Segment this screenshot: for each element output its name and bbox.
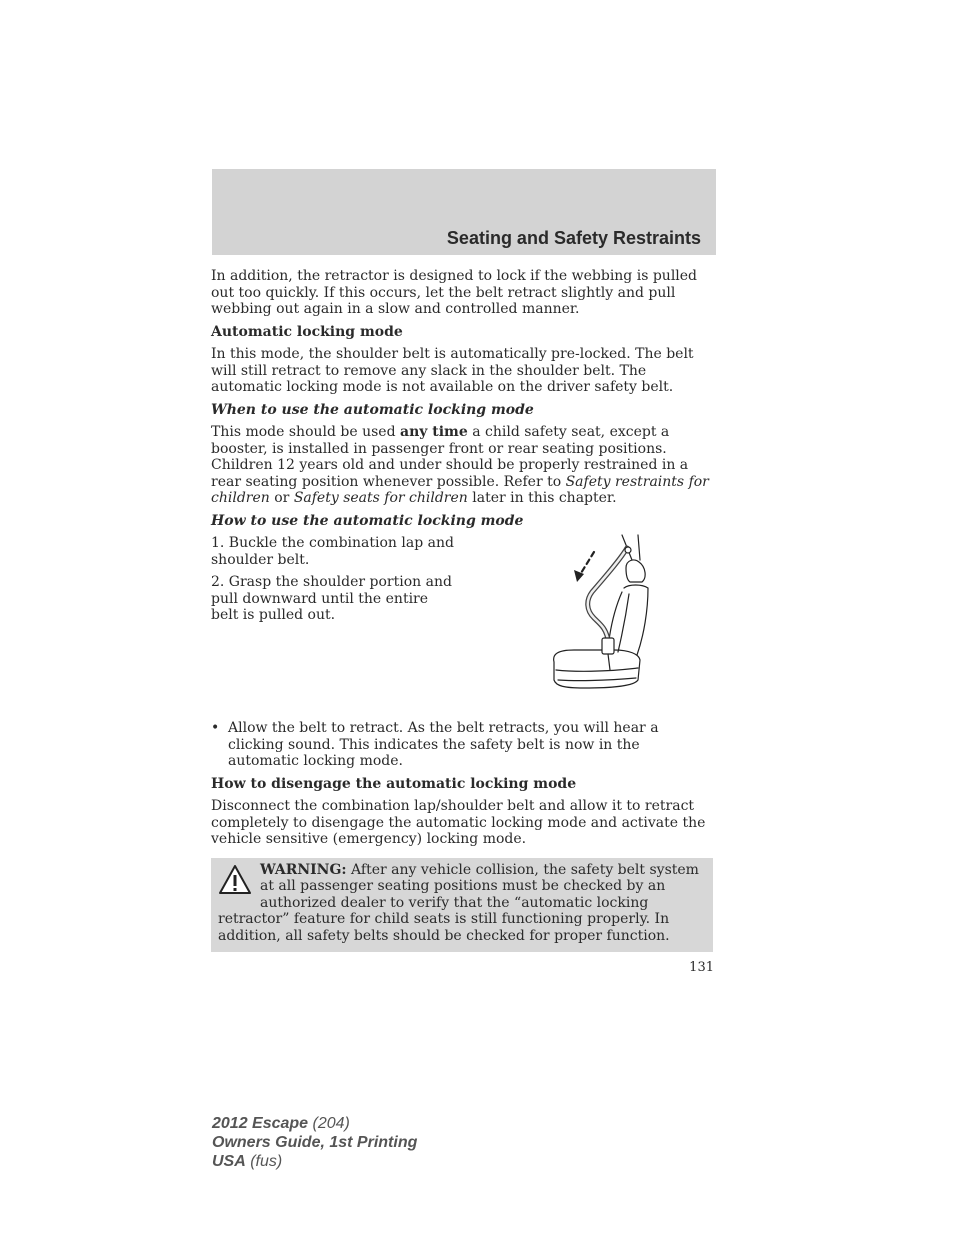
steps-with-illustration	[211, 535, 713, 720]
footer-region-line	[212, 1152, 417, 1171]
footer-model: 2012 Escape	[212, 1115, 309, 1132]
section-header	[212, 169, 716, 255]
disengage-heading: How to disengage the automatic locking mode	[211, 775, 577, 792]
warning-label: WARNING:	[260, 861, 347, 878]
disengage-paragraph: Disconnect the combination lap/shoulder belt and allow it to retract completely to disengage the automatic locking mode and activate the vehicle sensitive (emergency) locking mode.	[211, 798, 706, 847]
intro-paragraph: In addition, the retractor is designed to lock if the webbing is pulled out too quickly. If this occurs, let the belt retract slightly and pull webbing out again in a slow and controlled manner.	[211, 268, 698, 317]
seat-belt-illustration	[544, 530, 654, 695]
bullet-icon: •	[211, 720, 220, 736]
footer-region: USA	[212, 1153, 246, 1170]
warning-box	[211, 858, 713, 953]
footer-model-code: (204)	[308, 1115, 350, 1132]
footer-region-code: (fus)	[245, 1153, 283, 1170]
reference-safety-seats-children: Safety seats for children	[293, 490, 468, 506]
section-title: Seating and Safety Restraints	[446, 228, 701, 248]
text-segment: or	[269, 490, 294, 506]
step-2: 2. Grasp the shoulder portion and pull downward until the entire belt is pulled out.	[211, 574, 452, 623]
auto-mode-paragraph: In this mode, the shoulder belt is automatically pre-locked. The belt will still retract to remove any slack in the shoulder belt. The automatic locking mode is not available on the driver safety belt.	[211, 346, 694, 395]
how-to-use-heading: How to use the automatic locking mode	[211, 512, 524, 529]
bullet-text: Allow the belt to retract. As the belt retracts, you will hear a clicking sound. This indicates the safety belt is now in the automatic locking mode.	[228, 720, 659, 769]
footer	[212, 1114, 417, 1171]
when-to-use-heading: When to use the automatic locking mode	[211, 401, 534, 418]
warning-body: After any vehicle collision, the safety belt system at all passenger seating positions must be checked by an authorized dealer to verify that the “automatic locking retractor” feature for child seats is still functioning properly. In addition, all safety belts should be checked for proper function.	[218, 861, 699, 944]
auto-mode-heading: Automatic locking mode	[211, 323, 403, 340]
footer-guide: Owners Guide, 1st Printing	[212, 1134, 418, 1151]
list-item	[211, 720, 713, 770]
footer-model-line	[212, 1114, 417, 1133]
page-content	[211, 268, 713, 952]
steps-list	[211, 535, 456, 624]
footer-guide-line	[212, 1133, 417, 1152]
text-segment: This mode should be used	[211, 424, 400, 440]
when-to-use-paragraph	[211, 424, 713, 507]
text-segment: a child safety seat, except a booster, is installed in passenger front or rear seating positions. Children 12 years old and under should be properly restrained in a rear seating position whenever possible. Refer to	[211, 424, 689, 490]
reference-safety-restraints-children: Safety restraints for children	[211, 473, 709, 506]
step-1: 1. Buckle the combination lap and shoulder belt.	[211, 535, 454, 568]
text-segment: later in this chapter.	[467, 490, 617, 506]
page-number: 131	[689, 960, 714, 975]
warning-text	[218, 862, 699, 944]
emphasis-any-time: any time	[400, 424, 468, 440]
warning-triangle-icon	[218, 864, 252, 896]
